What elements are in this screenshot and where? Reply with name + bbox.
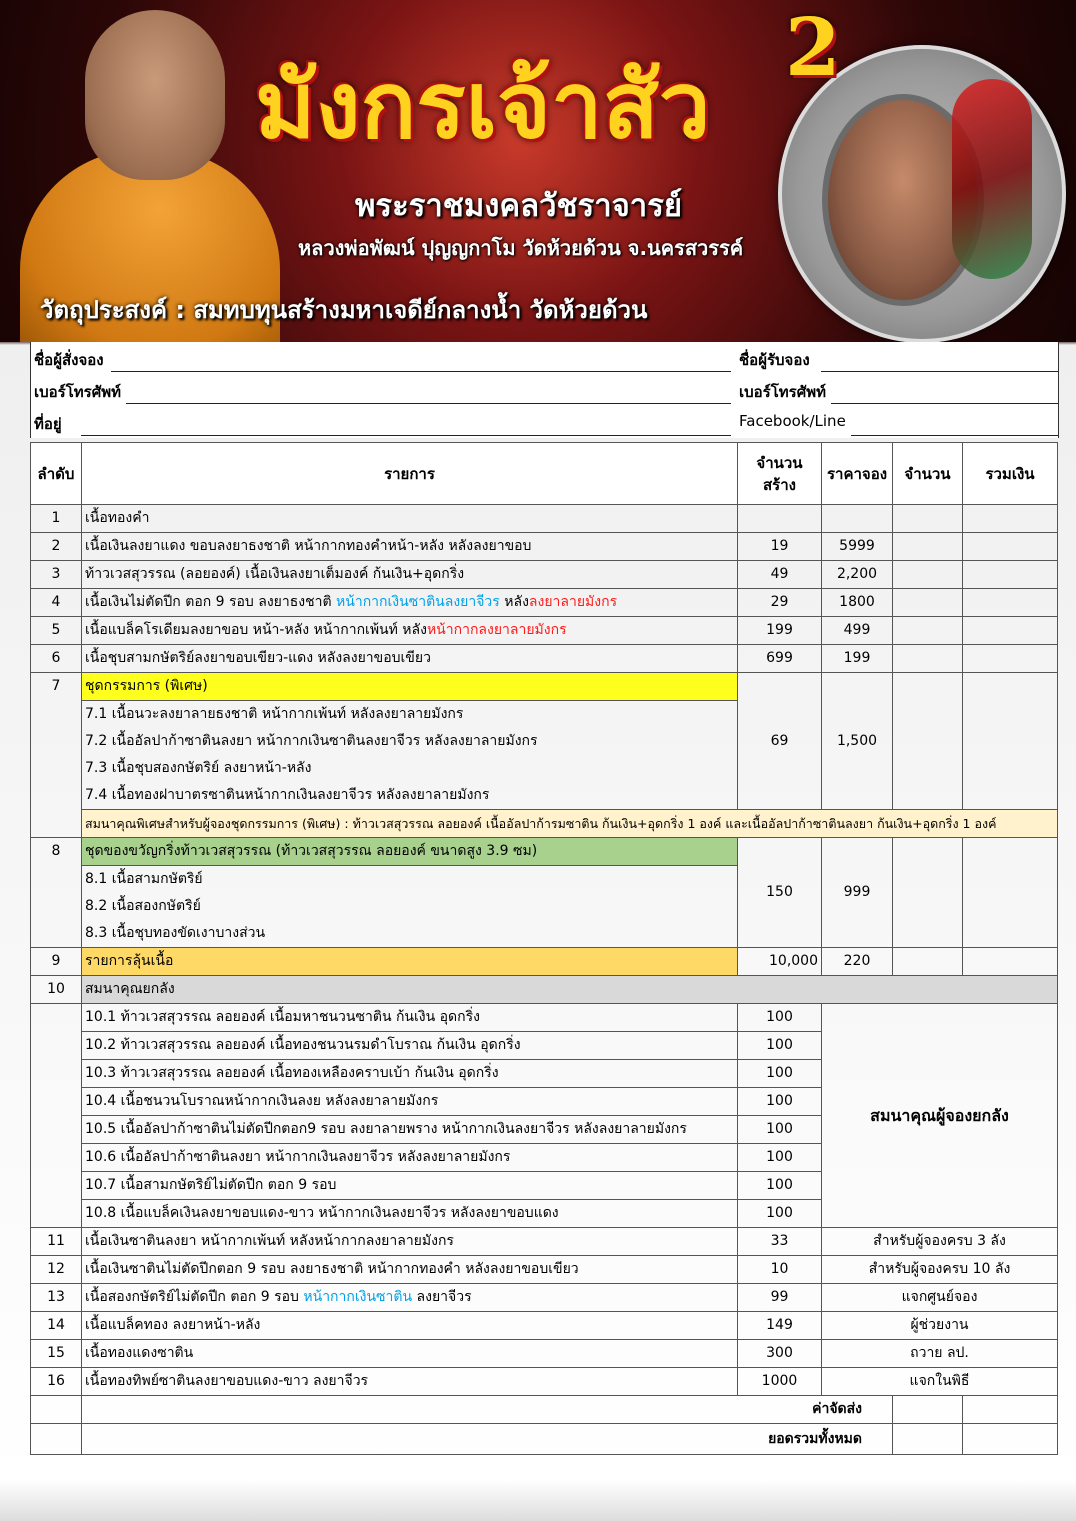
total-cell	[963, 645, 1058, 673]
table-row: 13 เนื้อสองกษัตริย์ไม่ตัดปีก ตอก 9 รอบ หน้ากากเงินซาติน ลงยาจีวร 99 แจกศูนย์จอง	[31, 1284, 1058, 1312]
table-row: 9 รายการลุ้นเนื้อ 10,000 220	[31, 948, 1058, 976]
table-row: 10.5 เนื้ออัลปาก้าซาตินไม่ตัดปีกตอก9 รอบ ลงยาลายพราง หน้ากากเงินลงยาจีวร หลังลงยาลายมังกร 100	[31, 1116, 1058, 1144]
receiver-phone-label: เบอร์โทรศัพท์	[739, 383, 827, 401]
header-banner	[0, 0, 1076, 342]
receiver-name-label: ชื่อผู้รับจอง	[739, 351, 810, 369]
qty-cell[interactable]	[893, 589, 963, 617]
dragon-emblem	[952, 79, 1032, 279]
table-header-row	[31, 443, 1058, 505]
table-row: 2 เนื้อเงินลงยาแดง ขอบลงยาธงชาติ หน้ากากทองคำหน้า-หลัง หลังลงยาขอบ 19 5999	[31, 533, 1058, 561]
set10-title: สมนาคุณยกลัง	[82, 976, 1058, 1004]
table-row: 16 เนื้อทองทิพย์ซาตินลงยาขอบแดง-ขาว ลงยาจีวร 1000 แจกในพิธี	[31, 1368, 1058, 1396]
table-row: 7.4 เนื้อทองฝาบาตรซาตินหน้ากากเงินลงยาจีวร หลังลงยาลายมังกร	[31, 782, 1058, 810]
table-row: 10.1 ท้าวเวสสุวรรณ ลอยองค์ เนื้อมหาชนวนซาติน ก้นเงิน อุดกริ่ง 100 สมนาคุณผู้จองยกลัง	[31, 1004, 1058, 1032]
table-row: 5 เนื้อแบล็คโรเดียมลงยาขอบ หน้า-หลัง หน้ากากเพ้นท์ หลังหน้ากากลงยาลายมังกร 199 499	[31, 617, 1058, 645]
set10-note: สมนาคุณผู้จองยกลัง	[822, 1004, 1058, 1228]
table-row: 8.3 เนื้อชุบทองขัดเงาบางส่วน	[31, 920, 1058, 948]
purpose-text: วัตถุประสงค์ : สมทบทุนสร้างมหาเจดีย์กลางน้ำ วัดห้วยด้วน	[40, 296, 648, 324]
table-row: 4 เนื้อเงินไม่ตัดปีก ตอก 9 รอบ ลงยาธงชาติ หน้ากากเงินซาตินลงยาจีวร หลังลงยาลายมังกร 29 1800	[31, 589, 1058, 617]
info-row-3	[31, 406, 1058, 438]
facebook-label: Facebook/Line	[739, 412, 846, 430]
col-qty: จำนวน	[893, 443, 963, 505]
table-row: 7.1 เนื้อนวะลงยาลายธงชาติ หน้ากากเพ้นท์ หลังลงยาลายมังกร	[31, 701, 1058, 729]
total-cell	[963, 617, 1058, 645]
receiver-phone-field[interactable]	[831, 403, 1058, 404]
orderer-name-label: ชื่อผู้สั่งจอง	[34, 351, 104, 369]
table-row: 10.3 ท้าวเวสสุวรรณ ลอยองค์ เนื้อทองเหลืองคราบเบ้า ก้นเงิน อุดกริ่ง 100	[31, 1060, 1058, 1088]
customer-info	[30, 342, 1059, 438]
qty-cell[interactable]	[893, 838, 963, 948]
qty-cell[interactable]	[893, 533, 963, 561]
grand-total-amount	[963, 1424, 1058, 1455]
table-row: 3 ท้าวเวสสุวรรณ (ลอยองค์) เนื้อเงินลงยาเต็มองค์ ก้นเงิน+อุดกริ่ง 49 2,200	[31, 561, 1058, 589]
col-item: รายการ	[82, 443, 738, 505]
table-row: 10.8 เนื้อแบล็คเงินลงยาขอบแดง-ขาว หน้ากากเงินลงยาจีวร หลังลงยาขอบแดง 100	[31, 1200, 1058, 1228]
orderer-phone-field[interactable]	[126, 403, 731, 404]
total-cell	[963, 505, 1058, 533]
total-cell	[963, 561, 1058, 589]
qty-cell[interactable]	[893, 673, 963, 810]
grand-total-qty	[893, 1424, 963, 1455]
item-name: เนื้อทองคำ	[82, 505, 738, 533]
set8-title: ชุดของขวัญกริ่งท้าวเวสสุวรรณ (ท้าวเวสสุวรรณ ลอยองค์ ขนาดสูง 3.9 ซม)	[82, 838, 738, 866]
qty-cell[interactable]	[893, 561, 963, 589]
item-name: เนื้อเงินไม่ตัดปีก ตอก 9 รอบ ลงยาธงชาติ หน้ากากเงินซาตินลงยาจีวร หลังลงยาลายมังกร	[82, 589, 738, 617]
qty-cell[interactable]	[893, 505, 963, 533]
shipping-amount[interactable]	[963, 1396, 1058, 1424]
table-row: 7.3 เนื้อชุบสองกษัตริย์ ลงยาหน้า-หลัง	[31, 755, 1058, 782]
table-row-set7: 7 ชุดกรรมการ (พิเศษ) 69 1,500	[31, 673, 1058, 701]
table-row: 1 เนื้อทองคำ	[31, 505, 1058, 533]
set7-title: ชุดกรรมการ (พิเศษ)	[82, 673, 738, 701]
monk-name: หลวงพ่อพัฒน์ ปุญญกาโม วัดห้วยด้วน จ.นครสวรรค์	[298, 236, 744, 260]
qty-cell[interactable]	[893, 645, 963, 673]
item-name: เนื้อแบล็คโรเดียมลงยาขอบ หน้า-หลัง หน้ากากเพ้นท์ หลังหน้ากากลงยาลายมังกร	[82, 617, 738, 645]
shipping-label: ค่าจัดส่ง	[82, 1396, 893, 1424]
col-total: รวมเงิน	[963, 443, 1058, 505]
grand-total-label: ยอดรวมทั้งหมด	[82, 1424, 893, 1455]
set7-bonus-note: สมนาคุณพิเศษสำหรับผู้จองชุดกรรมการ (พิเศษ) : ท้าวเวสสุวรรณ ลอยองค์ เนื้ออัลปาก้ารมซาติน ก้นเงิน+อุดกริ่ง 1 องค์ และเนื้ออัลปาก้าซาตินลงยา ก้นเงิน+อุดกริ่ง 1 องค์	[82, 810, 1058, 838]
col-no: ลำดับ	[31, 443, 82, 505]
table-row: 12 เนื้อเงินซาตินไม่ตัดปีกตอก 9 รอบ ลงยาธงชาติ หน้ากากทองคำ หลังลงยาขอบเขียว 10 สำหรับผู้จองครบ 10 ลัง	[31, 1256, 1058, 1284]
table-row: 8.1 เนื้อสามกษัตริย์	[31, 866, 1058, 894]
facebook-field[interactable]	[851, 435, 1058, 436]
grand-total-row	[31, 1424, 1058, 1455]
total-cell	[963, 533, 1058, 561]
address-label: ที่อยู่	[34, 415, 62, 433]
table-row: 10.6 เนื้ออัลปาก้าซาตินลงยา หน้ากากเงินลงยาจีวร หลังลงยาลายมังกร 100	[31, 1144, 1058, 1172]
table-row: 10.7 เนื้อสามกษัตริย์ไม่ตัดปีก ตอก 9 รอบ 100	[31, 1172, 1058, 1200]
table-row-set8: 8 ชุดของขวัญกริ่งท้าวเวสสุวรรณ (ท้าวเวสสุวรรณ ลอยองค์ ขนาดสูง 3.9 ซม) 150 999	[31, 838, 1058, 866]
address-field[interactable]	[81, 435, 731, 436]
orderer-phone-label: เบอร์โทรศัพท์	[34, 383, 122, 401]
receiver-name-field[interactable]	[821, 371, 1058, 372]
shipping-row	[31, 1396, 1058, 1424]
total-cell	[963, 948, 1058, 976]
total-cell	[963, 589, 1058, 617]
info-row-1	[31, 342, 1058, 374]
table-row: 15 เนื้อทองแดงซาติน 300 ถวาย ลป.	[31, 1340, 1058, 1368]
table-row: 7.2 เนื้ออัลปาก้าซาตินลงยา หน้ากากเงินซาตินลงยาจีวร หลังลงยาลายมังกร	[31, 728, 1058, 755]
total-cell	[963, 673, 1058, 810]
table-row: 6 เนื้อชุบสามกษัตริย์ลงยาขอบเขียว-แดง หลังลงยาขอบเขียว 699 199	[31, 645, 1058, 673]
item-name: เนื้อเงินลงยาแดง ขอบลงยาธงชาติ หน้ากากทองคำหน้า-หลัง หลังลงยาขอบ	[82, 533, 738, 561]
table-row: 10.4 เนื้อชนวนโบราณหน้ากากเงินลงย หลังลงยาลายมังกร 100	[31, 1088, 1058, 1116]
title-number: 2	[785, 0, 841, 94]
table-row: 8.2 เนื้อสองกษัตริย์	[31, 893, 1058, 920]
col-qty-made: จำนวนสร้าง	[738, 443, 822, 505]
qty-cell[interactable]	[893, 617, 963, 645]
orderer-name-field[interactable]	[111, 371, 731, 372]
table-row-set10: 10 สมนาคุณยกลัง	[31, 976, 1058, 1004]
monk-head	[85, 10, 225, 180]
qty-cell[interactable]	[893, 948, 963, 976]
order-table	[30, 442, 1058, 1455]
main-title: มังกรเจ้าสัว	[255, 51, 711, 159]
col-price: ราคาจอง	[822, 443, 893, 505]
table-row: 10.2 ท้าวเวสสุวรรณ ลอยองค์ เนื้อทองชนวนรมดำโบราณ ก้นเงิน อุดกริ่ง 100	[31, 1032, 1058, 1060]
table-row-set7-note	[31, 810, 1058, 838]
table-row: 11 เนื้อเงินซาตินลงยา หน้ากากเพ้นท์ หลังหน้ากากลงยาลายมังกร 33 สำหรับผู้จองครบ 3 ลัง	[31, 1228, 1058, 1256]
monk-title: พระราชมงคลวัชราจารย์	[355, 188, 683, 224]
item-name: รายการลุ้นเนื้อ	[82, 948, 738, 976]
info-row-2	[31, 374, 1058, 406]
total-cell	[963, 838, 1058, 948]
table-row: 14 เนื้อแบล็คทอง ลงยาหน้า-หลัง 149 ผู้ช่วยงาน	[31, 1312, 1058, 1340]
item-name: ท้าวเวสสุวรรณ (ลอยองค์) เนื้อเงินลงยาเต็มองค์ ก้นเงิน+อุดกริ่ง	[82, 561, 738, 589]
shipping-qty[interactable]	[893, 1396, 963, 1424]
item-name: เนื้อชุบสามกษัตริย์ลงยาขอบเขียว-แดง หลังลงยาขอบเขียว	[82, 645, 738, 673]
